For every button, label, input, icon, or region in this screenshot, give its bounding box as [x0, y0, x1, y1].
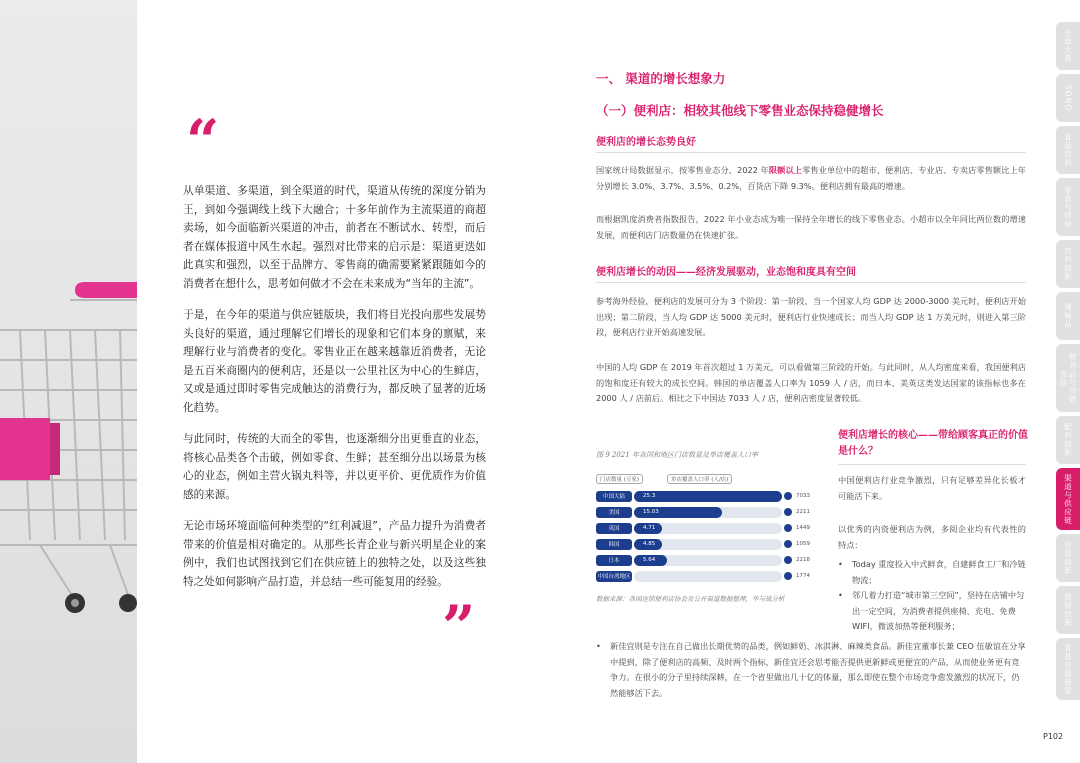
bullet-linji: • 邻几着力打造“城市第三空间”，坚持在店铺中匀出一定空间，为消费者提供座椅、充电、免费 WIFI，微波加热等便利服务； [838, 588, 1028, 635]
chart-point-dot [784, 508, 792, 516]
chart-category-label: 美国 [596, 507, 632, 518]
intro-paragraph-4: 无论市场环境面临何种类型的“红利减退”，产品力提升为消费者带来的价值是相对确定的。从那些长青企业与新兴明星企业的案例中，我们也试图找到它们在供应链上的独特之处，以及这些独特之处如何影响产品打造，并总结一些可能复用的经验。 [183, 520, 486, 588]
chapter-tab[interactable]: 食品饮料 [1056, 126, 1080, 174]
heading-core-value: 便利店增长的核心——带给顾客真正的价值是什么？ [838, 430, 1028, 457]
chart-row [596, 488, 828, 504]
para1-pre: 国家统计局数据显示，按零售业态分，2022 年 [596, 165, 769, 175]
intro-paragraph-1: 从单渠道、多渠道，到全渠道的时代，渠道从传统的深度分销为王，到如今强调线上线下大融合；十多年前作为主流渠道的商超卖场，如今面临新兴渠道的冲击，前者在不断试水、转型，而后者在媒体报道中风生水起。强烈对比带来的启示是：渠道更迭如此真实和强烈，以至于品牌方、零售商的确需要紧紧跟随如今的消费者在想什么，思考如何做才不会在未来成为“当年的主流”。 [183, 185, 486, 290]
para1-post: 零售业单位中的超市、便利店、专业店、专卖店零售额比上年分别增长 3.0%、3.7%、3.5%、0.2%，百货店下降 9.3%。便利店拥有最高的增速。 [596, 165, 1026, 191]
chart-bar-value: 15.03 [643, 508, 659, 515]
open-quote-mark: “ [186, 107, 220, 175]
chart-category-label: 日本 [596, 555, 632, 566]
paragraph-gdp: 中国的人均 GDP 在 2019 年首次超过 1 万美元，可以看做第三阶段的开始。与此同时，从人均密度来看，我国便利店的饱和度还有较大的成长空间。韩国的单店覆盖人口率为 1059 人 / 店，而日本、美英这类发达国家的该指标也多在 2000 人 / 店前后。相比之下中国达 7033 人 / 店，便利店密度显著较低。 [596, 362, 1026, 403]
bullet-today: • Today 重度投入中式鲜食，自建鲜食工厂和冷链物流； [838, 557, 1028, 588]
close-quote-mark: ” [442, 593, 476, 661]
heading-growth-drivers: 便利店增长的动因——经济发展驱动，业态饱和度具有空间 [596, 267, 856, 278]
chart-row [596, 568, 828, 584]
chapter-tab[interactable]: 营养品与功能食品 [1056, 344, 1080, 412]
sub-title: （一）便利店：相较其他线下零售业态保持稳健增长 [596, 103, 884, 118]
intro-paragraph-3: 与此同时，传统的大而全的零售，也逐渐细分出更垂直的业态，将核心品类各个击破，例如零食、生鲜；甚至细分出以场景为核心的业态，例如主营火锅丸料等，并以更平价、更优质作为价值感的来源。 [183, 433, 486, 501]
store-count-chart [596, 450, 828, 610]
chart-category-label: 中国台湾地区 [596, 571, 632, 582]
chart-population-value: 1449 [796, 525, 810, 531]
chart-population-value: 1774 [796, 573, 810, 579]
page-number: P102 [1043, 732, 1064, 741]
chart-bar-track [634, 555, 782, 566]
divider [838, 464, 1026, 465]
chart-row [596, 520, 828, 536]
chart-population-value: 2211 [796, 509, 810, 515]
chapter-tab[interactable]: 调味品 [1056, 292, 1080, 340]
section-title: 一、 渠道的增长想象力 [596, 71, 726, 86]
chart-bar-track [634, 491, 782, 502]
chapter-tab[interactable]: 包装创新 [1056, 534, 1080, 582]
chart-bar-value: 25.3 [643, 492, 656, 499]
chapter-tab[interactable]: 营销创新 [1056, 586, 1080, 634]
bullet-xinjiayi: • 新佳宜则是专注在自己做出长期优势的品类，例如鲜奶、冰淇淋、麻辣类食品。新佳宜董事长兼 CEO 伍敏谊在分享中提到，除了便利店的高频、及时两个指标，新佳宜还会思考能否提供更新鲜或更便宜的产品，从而使业务更有竞争力。在很小的分子里持续深耕，在一个省里做出几十亿的体量，那么即使在整个市场竞争愈发激烈的状况下，仍然能够活下去。 [596, 639, 1026, 701]
chart-bar-track [634, 539, 782, 550]
divider [596, 282, 1026, 283]
intro-paragraph-2: 于是，在今年的渠道与供应链版块，我们将目光投向那些发展势头良好的渠道，通过理解它们增长的现象和它们本身的禀赋，来理解行业与消费者的变化。零售业正在越来越靠近消费者，无论是五百米商圈内的便利店，还是以一公里社区为中心的生鲜店，又或是通过即时零售完成触达的消费行为，都反映了显著的近场化趋势。 [183, 309, 486, 414]
shopping-cart-illustration [0, 0, 137, 763]
chapter-tab[interactable]: 配料创新 [1056, 416, 1080, 464]
chart-point-dot [784, 572, 792, 580]
chapter-tab[interactable]: 饮料创新 [1056, 240, 1080, 288]
chapter-tab[interactable]: SONO [1056, 74, 1080, 122]
chart-population-value: 2218 [796, 557, 810, 563]
chart-header-left: 门店数量 (万家) [596, 474, 643, 484]
chart-row [596, 552, 828, 568]
chart-header-right: 单店覆盖人口率 (人/店) [667, 474, 732, 484]
shopping-cart-photo [0, 0, 137, 763]
left-intro-text [183, 182, 486, 604]
chart-bar-value: 4.71 [643, 524, 656, 531]
chart-row [596, 536, 828, 552]
chart-population-value: 7033 [796, 493, 810, 499]
chart-row [596, 504, 828, 520]
chart-bar-value: 5.64 [643, 556, 656, 563]
chart-rows [596, 488, 828, 584]
chart-category-label: 英国 [596, 523, 632, 534]
chart-bar-track [634, 523, 782, 534]
paragraph-competition: 中国便利店行业竞争激烈，只有足够差异化长板才可能活下来。 [838, 475, 1026, 501]
chart-category-label: 韩国 [596, 539, 632, 550]
example-bullets [838, 557, 1028, 635]
chart-point-dot [784, 556, 792, 564]
chart-source: 数据来源：各国连锁便利店协会及公开渠道数据整理，华与战分析 [596, 595, 785, 603]
para1-highlight: 限额以上 [768, 165, 803, 175]
chapter-tabs [1056, 22, 1080, 704]
paragraph-stages: 参考海外经验，便利店的发展可分为 3 个阶段：第一阶段，当一个国家人均 GDP 达 2000-3000 美元时，便利店开始出现；第二阶段，当人均 GDP 达 5000 美元时，便利店行业快速成长；而当人均 GDP 达 1 万美元时，则进入第三阶段，便利店行业开始高速发展。 [596, 296, 1026, 337]
chart-point-dot [784, 540, 792, 548]
paragraph-stats [596, 163, 1026, 194]
paragraph-examples: 以优秀的内资便利店为例，多阅企业均有代表性的特点： [838, 524, 1026, 550]
paragraph-kantar: 而根据凯度消费者指数报告，2022 年小业态成为唯一保持全年增长的线下零售业态。小超市以全年同比两位数的增速发展，而便利店门店数量仍在快速扩张。 [596, 214, 1026, 240]
chart-header [596, 474, 828, 484]
heading-growth-trend: 便利店的增长态势良好 [596, 137, 696, 148]
chart-category-label: 中国大陆 [596, 491, 632, 502]
divider [596, 152, 1026, 153]
chart-population-value: 1059 [796, 541, 810, 547]
chart-title: 图 9 2021 年各国和地区门店数量及单店覆盖人口率 [596, 451, 758, 459]
chart-point-dot [784, 492, 792, 500]
chart-bar-track [634, 507, 782, 518]
chart-bar-value: 4.85 [643, 540, 656, 547]
chart-point-dot [784, 524, 792, 532]
chapter-tab[interactable]: 零食与烘焙 [1056, 178, 1080, 236]
chapter-tab[interactable]: 全球大势 [1056, 22, 1080, 70]
chart-bar-track [634, 571, 782, 582]
chapter-tab[interactable]: 食品包装展望 [1056, 638, 1080, 700]
chapter-tab[interactable]: 渠道与供应链 [1056, 468, 1080, 530]
chart-bar [634, 491, 782, 502]
